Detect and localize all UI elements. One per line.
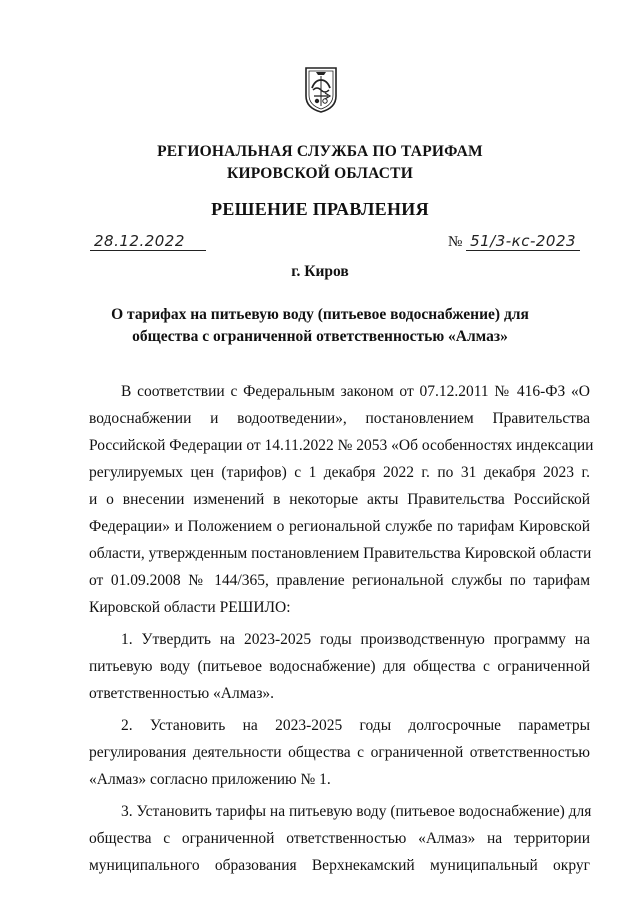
- body-line: 2. Установить на 2023-2025 годы долгосрочные параметры: [121, 717, 590, 734]
- body-line: Кировской области РЕШИЛО:: [89, 599, 291, 616]
- subject-line1: О тарифах на питьевую воду (питьевое водоснабжение) для: [111, 306, 529, 323]
- body-line: области, утвержденным постановлением Правительства Кировской области: [89, 545, 592, 562]
- subject-line2: общества с ограниченной ответственностью «Алмаз»: [132, 328, 508, 345]
- document-number-value: 51/3-кс-2023: [466, 232, 580, 251]
- body-line: от 01.09.2008 № 144/365, правление региональной службы по тарифам: [89, 572, 590, 589]
- body-line: общества с ограниченной ответственностью «Алмаз» на территории: [89, 830, 590, 847]
- agency-name-line1: РЕГИОНАЛЬНАЯ СЛУЖБА ПО ТАРИФАМ: [157, 143, 483, 160]
- body-line: водоснабжении и водоотведении», постановлением Правительства: [89, 410, 590, 427]
- body-line: и о внесении изменений в некоторые акты Правительства Российской: [89, 491, 590, 508]
- document-date: 28.12.2022: [90, 232, 206, 251]
- body-line: муниципального образования Верхнекамский муниципальный округ: [89, 857, 590, 874]
- body-line: регулирования деятельности общества с ограниченной ответственностью: [89, 744, 590, 761]
- body-line: питьевую воду (питьевое водоснабжение) для общества с ограниченной: [89, 658, 590, 675]
- body-line: ответственностью «Алмаз».: [89, 685, 275, 702]
- number-sign: №: [448, 234, 463, 250]
- body-line: Российской Федерации от 14.11.2022 № 2053 «Об особенностях индексации: [89, 437, 594, 454]
- body-line: Федерации» и Положением о региональной службе по тарифам Кировской: [89, 518, 590, 535]
- coat-of-arms-icon: [304, 66, 338, 114]
- body-line: регулируемых цен (тарифов) с 1 декабря 2022 г. по 31 декабря 2023 г.: [89, 464, 590, 481]
- city: г. Киров: [291, 263, 349, 280]
- body-line: «Алмаз» согласно приложению № 1.: [89, 771, 331, 788]
- document-body: [89, 378, 594, 879]
- agency-name-line2: КИРОВСКОЙ ОБЛАСТИ: [227, 165, 413, 182]
- body-line: 1. Утвердить на 2023-2025 годы производственную программу на: [121, 631, 590, 648]
- body-line: 3. Установить тарифы на питьевую воду (питьевое водоснабжение) для: [121, 803, 592, 820]
- body-line: В соответствии с Федеральным законом от 07.12.2011 № 416-ФЗ «О: [121, 383, 590, 400]
- document-title: РЕШЕНИЕ ПРАВЛЕНИЯ: [211, 199, 429, 219]
- document-number: [448, 232, 580, 251]
